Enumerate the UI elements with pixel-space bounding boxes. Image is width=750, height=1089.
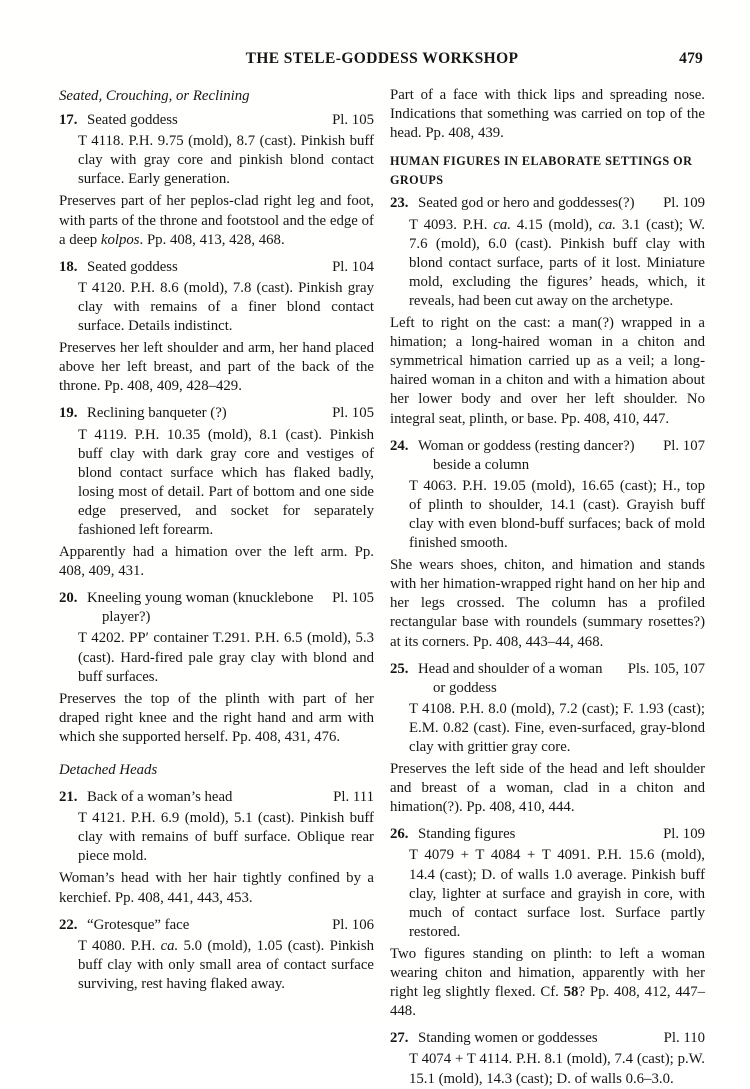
text-segment: T 4093. P.H. [409,216,494,233]
plate-reference: Pl. 106 [332,916,374,933]
entry-description: T 4121. P.H. 6.9 (mold), 5.1 (cast). Pinkish buff clay with remains of buff surface. Oblique rear piece mold. [78,810,374,865]
catalog-entry-19 [59,404,374,581]
entry-heading [390,194,705,213]
entry-heading [59,589,374,627]
entry-heading [59,788,374,807]
entry-heading [59,111,374,130]
catalog-entry-17 [59,111,374,250]
entry-title-text: Seated god or hero and goddesses(?) [418,195,635,212]
entry-title-text: Standing women or goddesses [418,1030,598,1047]
plate-reference: Pl. 104 [332,258,374,275]
text-segment: ? Pp. 408, 412, 447–448. [390,984,705,1020]
entry-commentary: Woman’s head with her hair tightly confined by a kerchief. Pp. 408, 441, 443, 453. [59,870,374,906]
catalog-entry-27 [390,1029,705,1088]
entry-title-line2: beside a column [433,456,530,473]
entry-description: T 4119. P.H. 10.35 (mold), 8.1 (cast). Pinkish buff clay with dark gray core and vestiges of blond contact surface which has flaked badly, losing most of detail. Part of bottom and one side edge preserved, and socket for separately fashioned left forearm. [78,426,374,538]
catalog-entry-22 [59,916,374,994]
entry-title-text: Kneeling young woman (knucklebone [87,590,314,607]
left-column [59,85,374,1089]
text-segment: 4.15 (mold), [510,216,599,233]
entry-number: 18. [59,258,78,275]
right-column [390,85,705,1089]
entry-title-line2: or goddess [433,679,497,696]
section-heading-human-figures: HUMAN FIGURES IN ELABORATE SETTINGS OR GROUPS [390,154,693,188]
entry-number: 27. [390,1030,409,1047]
entry-title [418,1029,658,1048]
entry-commentary [59,192,374,249]
entry-commentary: Apparently had a himation over the left arm. Pp. 408, 409, 431. [59,544,374,580]
entry-title [418,194,657,213]
catalog-entry-25 [390,660,705,818]
entry-description [78,937,374,994]
entry-title [87,916,326,935]
entry-number: 17. [59,112,78,129]
running-head-title: THE STELE-GODDESS WORKSHOP [245,50,519,67]
entry-description: T 4108. P.H. 8.0 (mold), 7.2 (cast); F. 1.93 (cast); E.M. 0.82 (cast). Fine, even-surfaced, gray-blond clay with grittier gray core. [409,700,705,755]
plate-reference: Pl. 110 [663,1030,705,1047]
text-segment: 3.1 (cast); W. 7.6 (mold), 6.0 (cast). Pinkish buff clay with blond contact surface, parts of it lost. Miniature mold, excluding the figures’ heads, which, it reveals, had been cut away on the archetype. [409,216,705,309]
entry-number: 26. [390,826,409,843]
entry-description: T 4079 + T 4084 + T 4091. P.H. 15.6 (mold), 14.4 (cast); D. of walls 1.0 average. Pinkish buff clay, lighter at surface and grayish in core, with much of contact surface lost. Surface partly restored. [409,847,705,940]
text-segment: 5.0 (mold), 1.05 (cast). Pinkish buff clay with only small area of contact surface surviving, rest having flaked away. [78,937,374,992]
catalog-entry-21 [59,788,374,908]
italic-term: kolpos [100,231,140,248]
entry-description: T 4202. PP′ container T.291. P.H. 6.5 (mold), 5.3 (cast). Hard-fired pale gray clay with blond and buff surfaces. [78,630,374,685]
entry-title [87,404,326,423]
entry-commentary: Preserves her left shoulder and arm, her hand placed above her left breast, and part of the back of the throne. Pp. 408, 409, 428–429. [59,340,374,395]
entry-commentary [390,945,705,1021]
entry-number: 24. [390,437,409,454]
entry-title-text: Woman or goddess (resting dancer?) [418,437,635,454]
entry-number: 21. [59,789,78,806]
entry-title [87,788,327,807]
bold-cross-reference: 58 [563,984,579,1001]
entry-title-text: Head and shoulder of a woman [418,660,603,677]
entry-title-line2: player?) [102,609,151,626]
entry-description [409,216,705,311]
entry-heading [390,825,705,844]
plate-reference: Pls. 105, 107 [627,660,705,677]
catalog-entry-26 [390,825,705,1021]
section-heading-seated-crouching-reclining: Seated, Crouching, or Reclining [59,88,250,104]
catalog-entry-24 [390,437,705,652]
entry-number: 25. [390,660,409,677]
text-segment: Two figures standing on plinth: to left a woman wearing chiton and himation, apparently with her right leg slightly flexed. Cf. [390,945,705,1001]
text-segment: . Pp. 408, 413, 428, 468. [139,231,285,248]
plate-reference: Pl. 109 [663,826,705,843]
entry-commentary: Left to right on the cast: a man(?) wrapped in a himation; a long-haired woman in a chiton and symmetrical himation carried up as a veil; a long-haired woman in a chiton and with a himation about her lower body and over her left shoulder. No integral seat, plinth, or base. Pp. 408, 410, 447. [390,315,705,427]
entry-title-text: Reclining banqueter (?) [87,405,227,422]
plate-reference: Pl. 109 [663,195,705,212]
entry-title-text: Back of a woman’s head [87,789,233,806]
italic-term: ca. [160,937,179,954]
continuation-paragraph: Part of a face with thick lips and spreading nose. Indications that something was carried on top of the head. Pp. 408, 439. [390,87,705,142]
entry-title [418,825,657,844]
entry-heading [390,1029,705,1048]
plate-reference: Pl. 105 [332,112,374,129]
entry-heading [59,916,374,935]
entry-heading [59,258,374,277]
running-head [59,50,705,70]
entry-title [87,258,326,277]
entry-title-text: “Grotesque” face [87,916,190,933]
entry-description: T 4118. P.H. 9.75 (mold), 8.7 (cast). Pinkish buff clay with gray core and pinkish blond contact surface. Early generation. [78,133,374,188]
entry-commentary: She wears shoes, chiton, and himation and stands with her himation-wrapped right hand on her hip and her legs crossed. The column has a profiled rectangular base with roundels (summary rosettes?) at its corners. Pp. 408, 443–44, 468. [390,557,705,650]
entry-description: T 4120. P.H. 8.6 (mold), 7.8 (cast). Pinkish gray clay with remains of a finer blond contact surface. Details indistinct. [78,279,374,335]
entry-number: 19. [59,405,78,422]
entry-title-text: Seated goddess [87,112,178,129]
entry-description: T 4063. P.H. 19.05 (mold), 16.65 (cast); H., top of plinth to shoulder, 14.1 (cast). Grayish buff clay with even blond-buff surfaces; back of mold finished smooth. [409,477,705,552]
entry-title [87,111,326,130]
entry-title [418,437,657,475]
entry-commentary: Preserves the top of the plinth with part of her draped right knee and the right hand and arm with which she supported herself. Pp. 408, 431, 476. [59,690,374,745]
catalog-entry-20 [59,589,374,747]
catalog-entry-18 [59,258,374,397]
entry-number: 22. [59,916,78,933]
italic-term: ca. [493,216,511,233]
entry-description: T 4074 + T 4114. P.H. 8.1 (mold), 7.4 (cast); p.W. 15.1 (mold), 14.3 (cast); D. of walls 0.6–3.0. [409,1051,705,1087]
page-number: 479 [679,50,703,67]
entry-number: 20. [59,590,78,607]
entry-title [87,589,326,627]
catalog-entry-23 [390,194,705,428]
text-columns [59,85,705,1089]
entry-title [418,660,622,698]
text-segment: Preserves part of her peplos-clad right leg and foot, with parts of the throne and footstool and the edge of a deep [59,193,374,248]
plate-reference: Pl. 105 [332,405,374,422]
section-heading-detached-heads: Detached Heads [59,762,158,778]
entry-title-text: Standing figures [418,826,516,843]
plate-reference: Pl. 105 [332,590,374,607]
entry-number: 23. [390,195,409,212]
entry-heading [59,404,374,423]
entry-heading [390,437,705,475]
italic-term: ca. [598,216,616,233]
entry-heading [390,660,705,698]
entry-title-text: Seated goddess [87,258,178,275]
plate-reference: Pl. 107 [663,437,705,454]
entry-commentary: Preserves the left side of the head and left shoulder and breast of a woman, clad in a chiton and himation(?). Pp. 408, 410, 444. [390,761,705,816]
plate-reference: Pl. 111 [333,789,374,806]
text-segment: T 4080. P.H. [78,937,161,954]
